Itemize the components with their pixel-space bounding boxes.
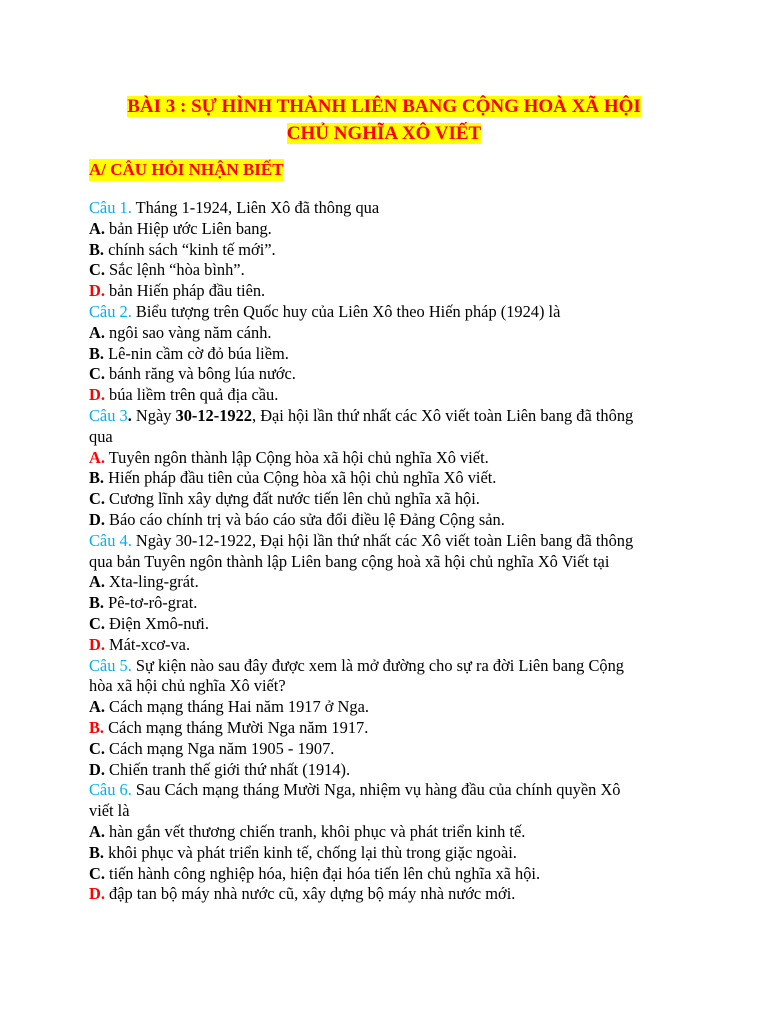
option-text: tiến hành công nghiệp hóa, hiện đại hóa tiến lên chủ nghĩa xã hội. — [104, 863, 541, 883]
section-heading: A/ CÂU HỎI NHẬN BIẾT — [89, 160, 284, 179]
question-text: Tháng 1-1924, Liên Xô đã thông qua — [131, 198, 380, 217]
option-a — [89, 822, 689, 843]
option-text: Pê-tơ-rô-grat. — [104, 593, 198, 613]
correct-option-label: D. — [89, 884, 105, 904]
option-a — [89, 323, 689, 344]
option-a — [89, 572, 689, 593]
option-text: bản Hiến pháp đầu tiên. — [104, 281, 266, 301]
question-3-cont: qua — [89, 426, 113, 446]
option-c — [89, 364, 689, 385]
option-text: Lê-nin cầm cờ đỏ búa liềm. — [104, 343, 289, 363]
option-text: bản Hiệp ước Liên bang. — [104, 218, 272, 238]
option-text: Xta-ling-grát. — [104, 572, 199, 592]
option-b — [89, 718, 689, 739]
option-label: B. — [89, 468, 105, 488]
question-text: Biểu tượng trên Quốc huy của Liên Xô theo Hiến pháp (1924) là — [131, 301, 561, 321]
title-line-2: CHỦ NGHĨA XÔ VIẾT — [286, 123, 482, 144]
option-a — [89, 219, 689, 240]
option-label: C. — [89, 364, 105, 384]
question-label: Câu 3 — [89, 405, 128, 425]
question-2 — [89, 302, 689, 323]
option-label: B. — [89, 593, 105, 613]
question-text: Ngày 30-12-1922, Đại hội lần thứ nhất các Xô viết toàn Liên bang đã thông — [131, 530, 634, 550]
option-d — [89, 510, 689, 531]
question-label: Câu 2. — [89, 301, 132, 321]
title-line-1: BÀI 3 : SỰ HÌNH THÀNH LIÊN BANG CỘNG HOÀ XÃ HỘI — [127, 96, 641, 117]
option-a — [89, 448, 689, 469]
question-label: Câu 5. — [89, 655, 132, 675]
option-label: C. — [89, 738, 105, 758]
option-c — [89, 614, 689, 635]
option-text: Điện Xmô-nưi. — [104, 613, 209, 633]
option-c — [89, 489, 689, 510]
option-label: B. — [89, 842, 105, 862]
option-label: A. — [89, 821, 105, 841]
question-dot: . — [127, 405, 132, 425]
option-b — [89, 843, 689, 864]
option-label: B. — [89, 239, 105, 259]
option-text: Cách mạng tháng Mười Nga năm 1917. — [104, 717, 369, 737]
question-text-pre: Ngày — [131, 405, 176, 425]
option-d — [89, 385, 689, 406]
question-label: Câu 1. — [89, 198, 132, 217]
option-text: đập tan bộ máy nhà nước cũ, xây dựng bộ máy nhà nước mới. — [104, 884, 516, 904]
option-b — [89, 344, 689, 365]
correct-option-label: D. — [89, 281, 105, 301]
option-label: C. — [89, 613, 105, 633]
option-label: D. — [89, 509, 105, 529]
option-text: Chiến tranh thế giới thứ nhất (1914). — [104, 759, 351, 779]
option-text: bánh răng và bông lúa nước. — [104, 364, 296, 384]
option-text: ngôi sao vàng năm cánh. — [104, 322, 272, 342]
question-text: , Đại hội lần thứ nhất các Xô viết toàn Liên bang đã thông — [252, 405, 634, 425]
question-text: Sự kiện nào sau đây được xem là mở đường cho sự ra đời Liên bang Cộng — [131, 655, 624, 675]
option-label: D. — [89, 759, 105, 779]
lesson-title — [0, 93, 768, 147]
option-text: Tuyên ngôn thành lập Cộng hòa xã hội chủ nghĩa Xô viết. — [104, 447, 489, 467]
question-3 — [89, 406, 689, 427]
question-5-cont: hòa xã hội chủ nghĩa Xô viết? — [89, 676, 286, 696]
correct-option-label: A. — [89, 447, 105, 467]
option-c — [89, 864, 689, 885]
question-1 — [89, 198, 689, 219]
option-label: A. — [89, 218, 105, 238]
option-b — [89, 240, 689, 261]
option-c — [89, 739, 689, 760]
question-label: Câu 4. — [89, 530, 132, 550]
option-label: A. — [89, 572, 105, 592]
option-text: Mát-xcơ-va. — [104, 634, 191, 654]
question-date: 30-12-1922 — [175, 405, 252, 425]
option-text: hàn gắn vết thương chiến tranh, khôi phục và phát triển kinh tế. — [104, 821, 526, 841]
question-5 — [89, 656, 689, 677]
option-d — [89, 884, 689, 905]
question-6-cont: viết là — [89, 801, 130, 821]
correct-option-label: B. — [89, 717, 105, 737]
question-text: Sau Cách mạng tháng Mười Nga, nhiệm vụ hàng đầu của chính quyền Xô — [131, 780, 621, 800]
option-text: Cương lĩnh xây dựng đất nước tiến lên chủ nghĩa xã hội. — [104, 489, 480, 509]
option-a — [89, 697, 689, 718]
option-c — [89, 260, 689, 281]
question-4-cont: qua bản Tuyên ngôn thành lập Liên bang cộng hoà xã hội chủ nghĩa Xô Viết tại — [89, 551, 610, 571]
option-label: A. — [89, 697, 105, 717]
option-b — [89, 593, 689, 614]
option-text: Sắc lệnh “hòa bình”. — [104, 260, 245, 280]
option-text: búa liềm trên quả địa cầu. — [104, 385, 279, 405]
option-text: khôi phục và phát triển kinh tế, chống lại thù trong giặc ngoài. — [104, 842, 517, 862]
option-text: Hiến pháp đầu tiên của Cộng hòa xã hội chủ nghĩa Xô viết. — [104, 468, 497, 488]
option-d — [89, 760, 689, 781]
option-label: C. — [89, 489, 105, 509]
option-d — [89, 635, 689, 656]
option-d — [89, 281, 689, 302]
option-b — [89, 468, 689, 489]
option-label: C. — [89, 863, 105, 883]
option-label: C. — [89, 260, 105, 280]
option-text: Cách mạng tháng Hai năm 1917 ở Nga. — [104, 697, 369, 717]
option-text: Báo cáo chính trị và báo cáo sửa đổi điều lệ Đảng Cộng sản. — [104, 509, 505, 529]
correct-option-label: D. — [89, 385, 105, 405]
question-6 — [89, 780, 689, 801]
option-label: A. — [89, 322, 105, 342]
question-label: Câu 6. — [89, 780, 132, 800]
option-text: Cách mạng Nga năm 1905 - 1907. — [104, 738, 335, 758]
correct-option-label: D. — [89, 634, 105, 654]
question-4 — [89, 531, 689, 552]
option-text: chính sách “kinh tế mới”. — [104, 239, 276, 259]
option-label: B. — [89, 343, 105, 363]
question-list — [89, 198, 689, 905]
